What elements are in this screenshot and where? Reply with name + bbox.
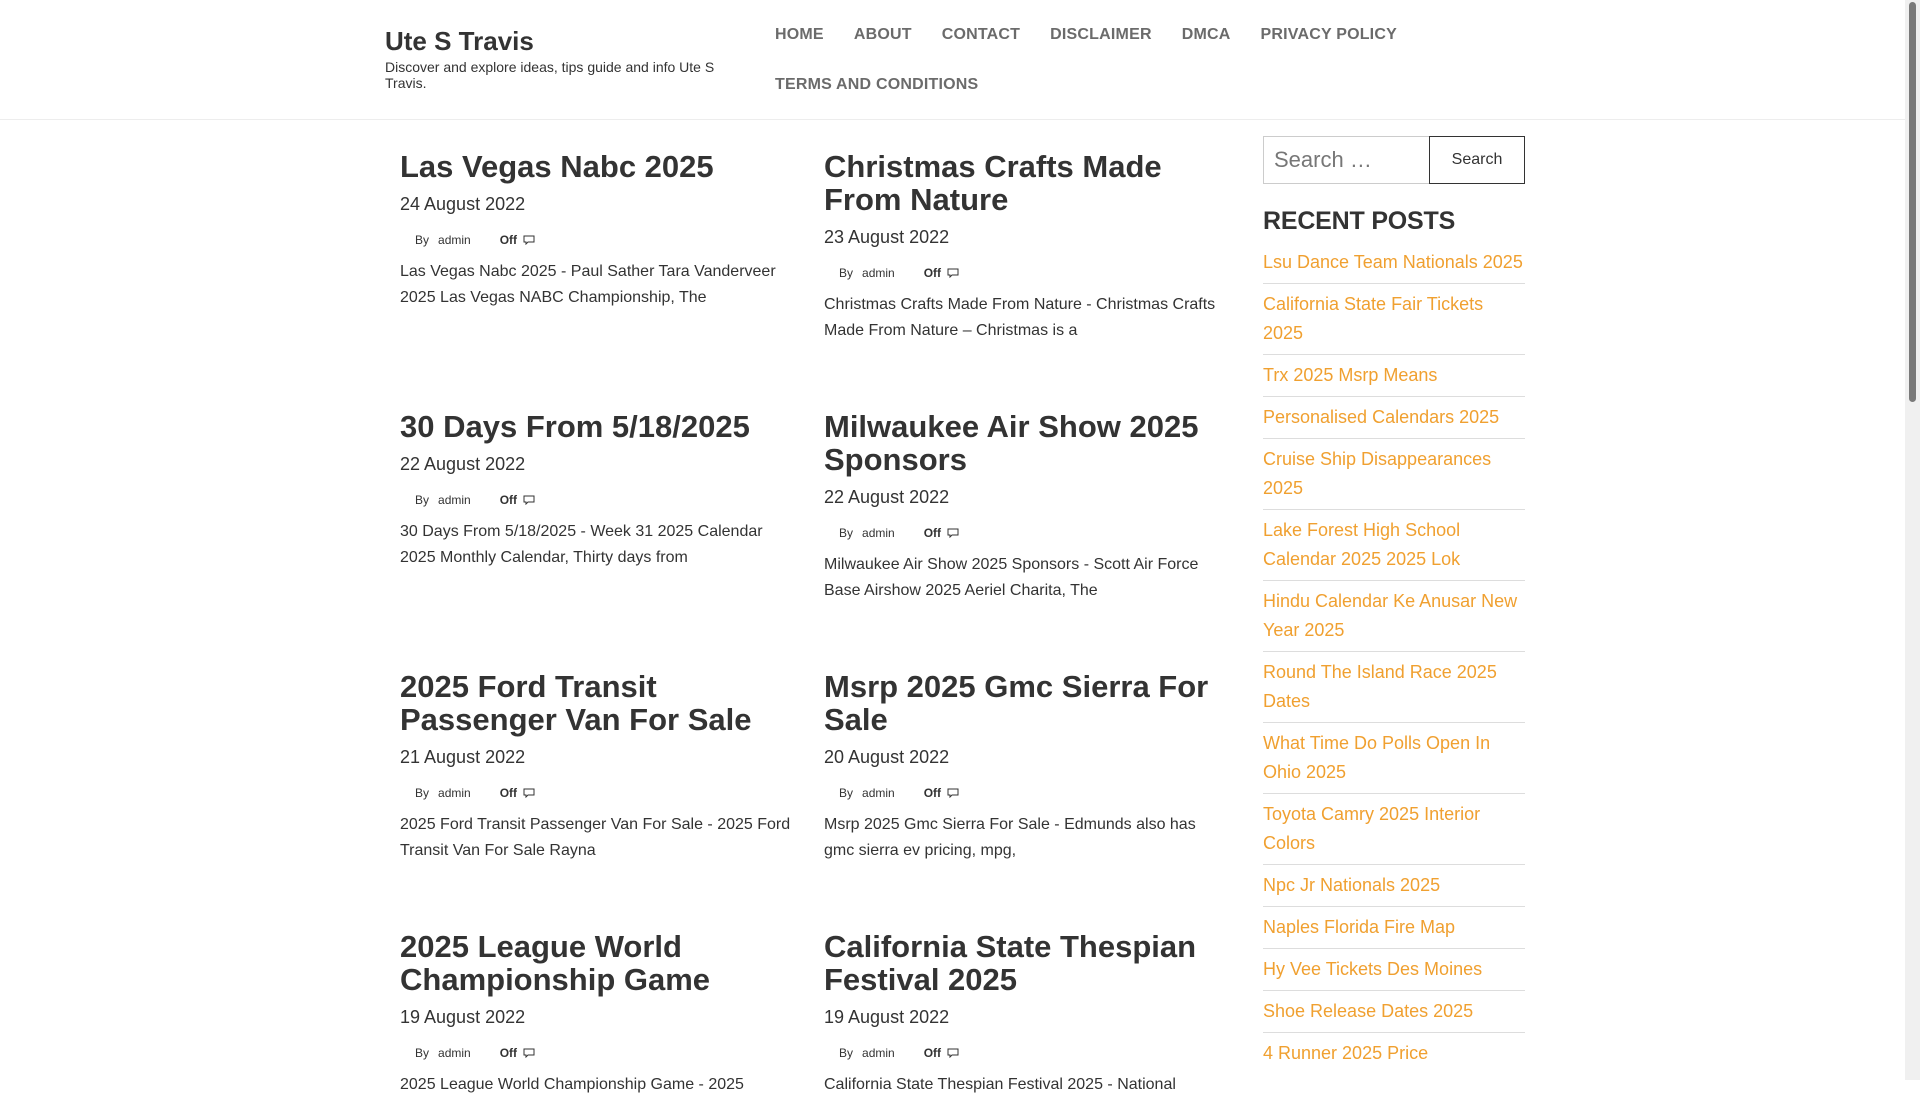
nav-contact[interactable]: CONTACT <box>941 26 1021 43</box>
post-date: 24 August 2022 <box>400 194 526 214</box>
comment-icon <box>947 788 959 798</box>
post-by-label: By <box>415 786 430 800</box>
post-title[interactable]: Milwaukee Air Show 2025 Sponsors <box>824 409 1199 477</box>
post-card <box>400 670 800 864</box>
recent-post-link[interactable]: Trx 2025 Msrp Means <box>1263 365 1438 385</box>
post-author[interactable]: admin <box>438 786 471 800</box>
comment-icon <box>523 788 535 798</box>
recent-post-link[interactable]: Round The Island Race 2025 Dates <box>1263 662 1497 711</box>
recent-post-link[interactable]: Hindu Calendar Ke Anusar New Year 2025 <box>1263 591 1518 640</box>
post-excerpt: 2025 League World Championship Game - 2025 <box>400 1076 744 1093</box>
post-meta <box>824 1046 1224 1060</box>
recent-post-link[interactable]: Personalised Calendars 2025 <box>1263 407 1500 427</box>
list-item <box>1263 865 1525 907</box>
post-excerpt: 30 Days From 5/18/2025 - Week 31 2025 Calendar 2025 Monthly Calendar, Thirty days from <box>400 523 763 566</box>
comment-icon <box>947 1048 959 1058</box>
post-date: 22 August 2022 <box>824 487 950 507</box>
recent-post-link[interactable]: Naples Florida Fire Map <box>1263 917 1456 937</box>
list-item <box>1263 284 1525 355</box>
nav-privacy-policy[interactable]: PRIVACY POLICY <box>1260 26 1397 43</box>
post-card <box>400 150 800 311</box>
list-item <box>1263 510 1525 581</box>
post-card <box>400 410 800 571</box>
post-author[interactable]: admin <box>438 1046 471 1060</box>
post-by-label: By <box>415 493 430 507</box>
post-by-label: By <box>839 266 854 280</box>
recent-post-link[interactable]: What Time Do Polls Open In Ohio 2025 <box>1263 733 1491 782</box>
list-item <box>1263 355 1525 397</box>
post-by-label: By <box>839 526 854 540</box>
post-author[interactable]: admin <box>862 266 895 280</box>
post-excerpt: Msrp 2025 Gmc Sierra For Sale - Edmunds also has gmc sierra ev pricing, mpg, <box>824 816 1196 859</box>
post-excerpt: California State Thespian Festival 2025 - National <box>824 1076 1176 1093</box>
post-comments: Off <box>923 526 942 540</box>
post-meta <box>824 526 1224 540</box>
post-comments: Off <box>923 266 942 280</box>
post-card <box>400 930 800 1098</box>
post-comments: Off <box>499 786 518 800</box>
recent-post-link[interactable]: California State Fair Tickets 2025 <box>1263 294 1484 343</box>
list-item <box>1263 652 1525 723</box>
post-title[interactable]: 2025 League World Championship Game <box>400 929 711 997</box>
site-branding <box>385 25 730 91</box>
recent-post-link[interactable]: Cruise Ship Disappearances 2025 <box>1263 449 1492 498</box>
post-author[interactable]: admin <box>862 786 895 800</box>
post-meta <box>824 786 1224 800</box>
post-meta <box>400 1046 800 1060</box>
site-description: Discover and explore ideas, tips guide and info Ute S Travis. <box>385 59 715 91</box>
list-item <box>1263 794 1525 865</box>
post-date: 20 August 2022 <box>824 747 950 767</box>
list-item <box>1263 723 1525 794</box>
post-title[interactable]: Msrp 2025 Gmc Sierra For Sale <box>824 669 1209 737</box>
nav-about[interactable]: ABOUT <box>853 26 912 43</box>
site-title[interactable]: Ute S Travis <box>385 26 534 56</box>
nav-terms-and-conditions[interactable]: TERMS AND CONDITIONS <box>775 76 979 93</box>
search-form <box>1263 136 1525 184</box>
post-author[interactable]: admin <box>862 1046 895 1060</box>
post-date: 19 August 2022 <box>824 1007 950 1027</box>
post-card <box>824 930 1224 1098</box>
post-author[interactable]: admin <box>862 526 895 540</box>
post-comments: Off <box>923 786 942 800</box>
post-date: 21 August 2022 <box>400 747 526 767</box>
list-item <box>1263 397 1525 439</box>
post-meta <box>824 266 1224 280</box>
post-excerpt: Milwaukee Air Show 2025 Sponsors - Scott Air Force Base Airshow 2025 Aeriel Charita, The <box>824 556 1199 599</box>
recent-post-link[interactable]: Toyota Camry 2025 Interior Colors <box>1263 804 1481 853</box>
scrollbar-thumb[interactable] <box>1909 2 1916 402</box>
post-title[interactable]: Las Vegas Nabc 2025 <box>400 149 714 184</box>
recent-post-link[interactable]: Npc Jr Nationals 2025 <box>1263 875 1441 895</box>
post-title[interactable]: 2025 Ford Transit Passenger Van For Sale <box>400 669 752 737</box>
post-date: 22 August 2022 <box>400 454 526 474</box>
post-by-label: By <box>415 1046 430 1060</box>
post-meta <box>400 493 800 507</box>
recent-post-link[interactable]: 4 Runner 2025 Price <box>1263 1043 1429 1063</box>
nav-dmca[interactable]: DMCA <box>1181 26 1231 43</box>
list-item <box>1263 907 1525 949</box>
recent-post-link[interactable]: Lake Forest High School Calendar 2025 2025 Lok <box>1263 520 1461 569</box>
nav-home[interactable]: HOME <box>775 26 824 43</box>
post-by-label: By <box>839 1046 854 1060</box>
post-card <box>824 670 1224 864</box>
post-card <box>824 410 1224 604</box>
recent-posts-list <box>1263 242 1525 1074</box>
post-excerpt: 2025 Ford Transit Passenger Van For Sale - 2025 Ford Transit Van For Sale Rayna <box>400 816 791 859</box>
recent-post-link[interactable]: Hy Vee Tickets Des Moines <box>1263 959 1483 979</box>
post-comments: Off <box>499 493 518 507</box>
comment-icon <box>523 1048 535 1058</box>
recent-post-link[interactable]: Lsu Dance Team Nationals 2025 <box>1263 252 1523 272</box>
post-date: 23 August 2022 <box>824 227 950 247</box>
post-excerpt: Christmas Crafts Made From Nature - Christmas Crafts Made From Nature – Christmas is a <box>824 296 1216 339</box>
nav-disclaimer[interactable]: DISCLAIMER <box>1050 26 1152 43</box>
post-title[interactable]: California State Thespian Festival 2025 <box>824 929 1197 997</box>
main-navigation <box>760 0 1420 100</box>
post-comments: Off <box>499 1046 518 1060</box>
post-comments: Off <box>499 233 518 247</box>
list-item <box>1263 581 1525 652</box>
post-comments: Off <box>923 1046 942 1060</box>
list-item <box>1263 439 1525 510</box>
post-by-label: By <box>839 786 854 800</box>
comment-icon <box>947 268 959 278</box>
post-title[interactable]: Christmas Crafts Made From Nature <box>824 149 1162 217</box>
page-scrollbar[interactable] <box>1905 0 1920 1080</box>
post-meta <box>400 233 800 247</box>
post-date: 19 August 2022 <box>400 1007 526 1027</box>
post-by-label: By <box>415 233 430 247</box>
comment-icon <box>523 495 535 505</box>
list-item <box>1263 991 1525 1033</box>
post-title[interactable]: 30 Days From 5/18/2025 <box>400 409 750 444</box>
post-meta <box>400 786 800 800</box>
post-author[interactable]: admin <box>438 493 471 507</box>
recent-posts-title: RECENT POSTS <box>1263 207 1456 235</box>
sidebar <box>1263 136 1525 1074</box>
post-card <box>824 150 1224 344</box>
comment-icon <box>523 235 535 245</box>
site-header <box>0 0 1905 120</box>
list-item <box>1263 242 1525 284</box>
post-author[interactable]: admin <box>438 233 471 247</box>
recent-post-link[interactable]: Shoe Release Dates 2025 <box>1263 1001 1474 1021</box>
search-button[interactable]: Search <box>1429 136 1525 184</box>
post-excerpt: Las Vegas Nabc 2025 - Paul Sather Tara Vanderveer 2025 Las Vegas NABC Championship, The <box>400 263 776 306</box>
search-input[interactable] <box>1263 136 1429 184</box>
list-item <box>1263 1033 1525 1074</box>
comment-icon <box>947 528 959 538</box>
list-item <box>1263 949 1525 991</box>
